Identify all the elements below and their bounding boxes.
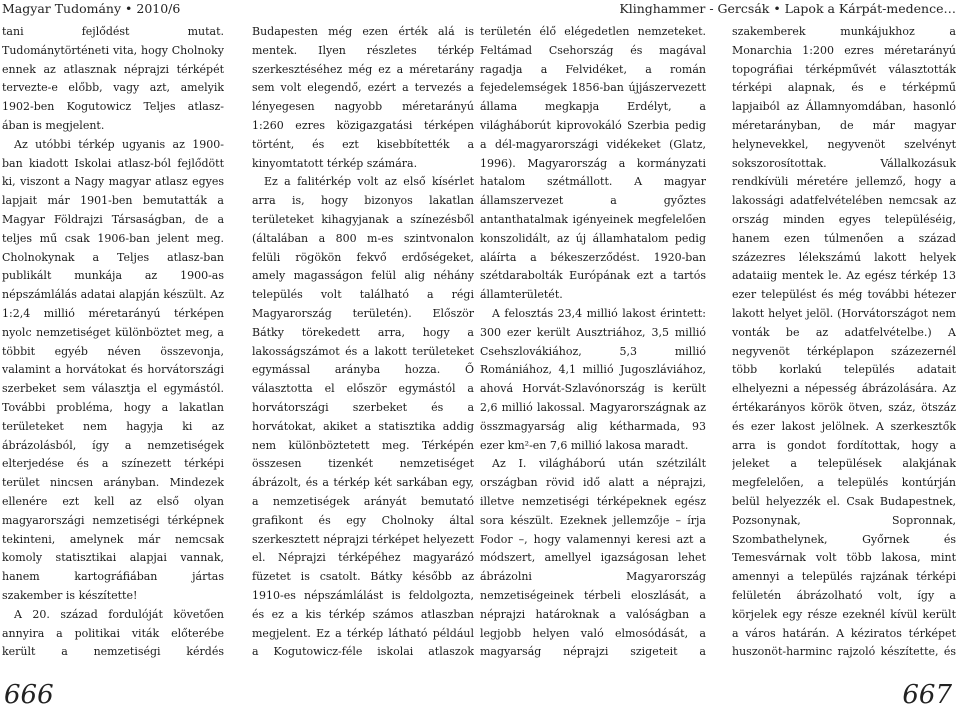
paragraph: szakemberek munkájukhoz a Monarchia 1:200 ezres méretarányú topográfiai térképművét választották térképi alapnak, és e térképmű lapjaiból az Államnyomdában, hasonló méretarányban, de már magyar helynevekkel, negyvenöt szelvényt sokszorosítottak. Vállalkozásuk rendkívüli méretére jellemző, hogy a lakossági adatfelvételében nemcsak az ország minden egyes településéig, hanem ezen túlmenően a század százezres lélekszámú lakott helyek adataiig mentek le. Az egész térkép 13 ezer települést és még további hétezer lakott helyet jelöl. (Horvátországot nem vonták be az adatfelvételbe.) A negyvenöt térképlapon százezernél több korlakú település adatait elhelyezni a népesség ábrázolására. Az értékarányos körök ötven, száz, ötszáz és ezer lakost jelölnek. A szerkesztők arra is gondot fordítottak, hogy a jeleket a települések alakjának megfelelően, a település kontúrján belül helyezzék el. Csak Budapestnek, Pozsonynak, Sopronnak, Szombathelynek, Győrnek és Temesvárnak volt több lakosa, mint amennyi a település rajzának térképi felületén ábrázolható volt, így a körjelek egy része ezeknél kívül került a város határán. A kéziratos térképet huszonöt-harminc rajzoló készítette, és — [732, 25, 956, 659]
paragraph: A 20. század fordulóját követően annyira a politikai viták előterébe került a nemzetiségi kérdés — [2, 607, 224, 659]
running-head-left: Magyar Tudomány • 2010/6 — [2, 1, 181, 16]
paragraph: Ez a falitérkép volt az első kísérlet arra is, hogy bizonyos lakatlan területeket kihagyjanak a színezésből (általában a 800 m-es szintvonalon felüli rögökön fekvő erdőségeket, amely magasságon felül alig néhány település volt található a régi Magyarország területén). Először Bátky törekedett arra, hogy a lakosságszámot és a lakott területeket egymással arányba hozza. Ő választotta el először egymástól a horvátországi szerbeket és a horvátokat, akiket a statisztika addig nem különböztetett meg. Térképén összesen tizenkét nemzetiséget ábrázolt, és a térkép két sarkában egy, a nemzetiségek arányát bemutató grafikont és egy Cholnoky által szerkesztett néprajzi térképet helyezett el. Néprajzi térképéhez magyarázó füzetet is csatolt. Bátky később az 1910-es népszámlálást is feldolgozta, és ez a kis térkép számos atlaszban megjelent. Ez a térkép látható például a Kogutowicz-féle iskolai atlaszok — [252, 175, 474, 659]
running-head-right: Klinghammer - Gercsák • Lapok a Kárpát-medence… — [619, 1, 956, 16]
paragraph: Budapesten még ezen érték alá is mentek. Ilyen részletes térkép szerkesztéséhez még ez a méretarány sem volt elegendő, ezért a tervezés a lényegesen nagyobb méretarányú 1:260 ezres közigazgatási térképen történt, és ezt kisebbítették a kinyomtatott térkép számára. — [252, 25, 474, 170]
right-page — [480, 0, 960, 720]
paragraph: A felosztás 23,4 millió lakost érintett: 300 ezer került Ausztriához, 3,5 millió Csehszlovákiához, 5,3 millió Romániához, 4,1 millió Jugoszláviához, ahová Horvát-Szlavónország is került 2,6 millió lakossal. Magyarországnak az összmagyarság alig kétharmada, 93 ezer km²-en 7,6 millió lakosa maradt. — [480, 306, 706, 452]
paragraph: tani fejlődést mutat. Tudománytörténeti vita, hogy Cholnoky ennek az atlasznak néprajzi térképét tervezte-e előbb, vagy azt, amelyik 1902-ben Kogutowicz Teljes atlasz-ában is megjelent. — [2, 25, 224, 132]
column-4 — [732, 23, 956, 663]
column-3 — [480, 23, 706, 663]
paragraph: Az utóbbi térkép ugyanis az 1900-ban kiadott Iskolai atlasz-ból fejlődött ki, viszont a Nagy magyar atlasz egyes lapjait már 1901-ben bemutatták a Magyar Földrajzi Társaságban, de a teljes mű csak 1906-ban jelent meg. Cholnokynak a Teljes atlasz-ban publikált munkája az 1900-as népszámlálás adatai alapján készült. Az 1:2,4 millió méretarányú térképen nyolc nemzetiséget különböztet meg, a többit egyéb néven összevonja, valamint a horvátokat és horvátországi szerbeket sem választja el egymástól. További probléma, hogy a lakatlan területeket nem hagyja ki az ábrázolásból, így a nemzetiségek elterjedése és a színezett térképi terület nincsen arányban. Mindezek ellenére ezt kell az első olyan magyarországi nemzetiségi térképnek tekinteni, amelynek már nemcsak komoly statisztikai alapjai vannak, hanem kartográfiában jártas szakember is készítette! — [2, 137, 224, 602]
page-number-left: 666 — [4, 680, 54, 710]
column-2 — [252, 23, 474, 663]
column-1 — [2, 23, 224, 663]
page-number-right: 667 — [902, 680, 952, 710]
paragraph: területén élő elégedetlen nemzeteket. Feltámad Csehország és magával ragadja a Felvidéket, a román fejedelemségek 1856-ban újjászervezett állama megkapja Erdélyt, a világháborút kiprovokáló Szerbia pedig a dél-magyarországi vidékeket (Glatz, 1996). Magyarország a kormányzati hatalom szétmállott. A magyar államszervezet a győztes antanthatalmak igényeinek megfelelően konszolidált, az új államhatalom pedig aláírta a békeszerződést. 1920-ban szétdarabolták Európának ezt a tartós államterületét. — [480, 25, 706, 302]
paragraph: Az I. világháború után szétzilált országban rövid idő alatt a néprajzi, illetve nemzetiségi térképeknek egész sora készült. Ezeknek jellemzője – írja Fodor –, hogy valamennyi keresi azt a módszert, amellyel igazságosan lehet ábrázolni Magyarország nemzetiségeinek térbeli eloszlását, a néprajzi határoknak a valóságban a legjobb helyen való elmosódását, a magyarság néprajzi szigeteit a — [480, 457, 706, 659]
